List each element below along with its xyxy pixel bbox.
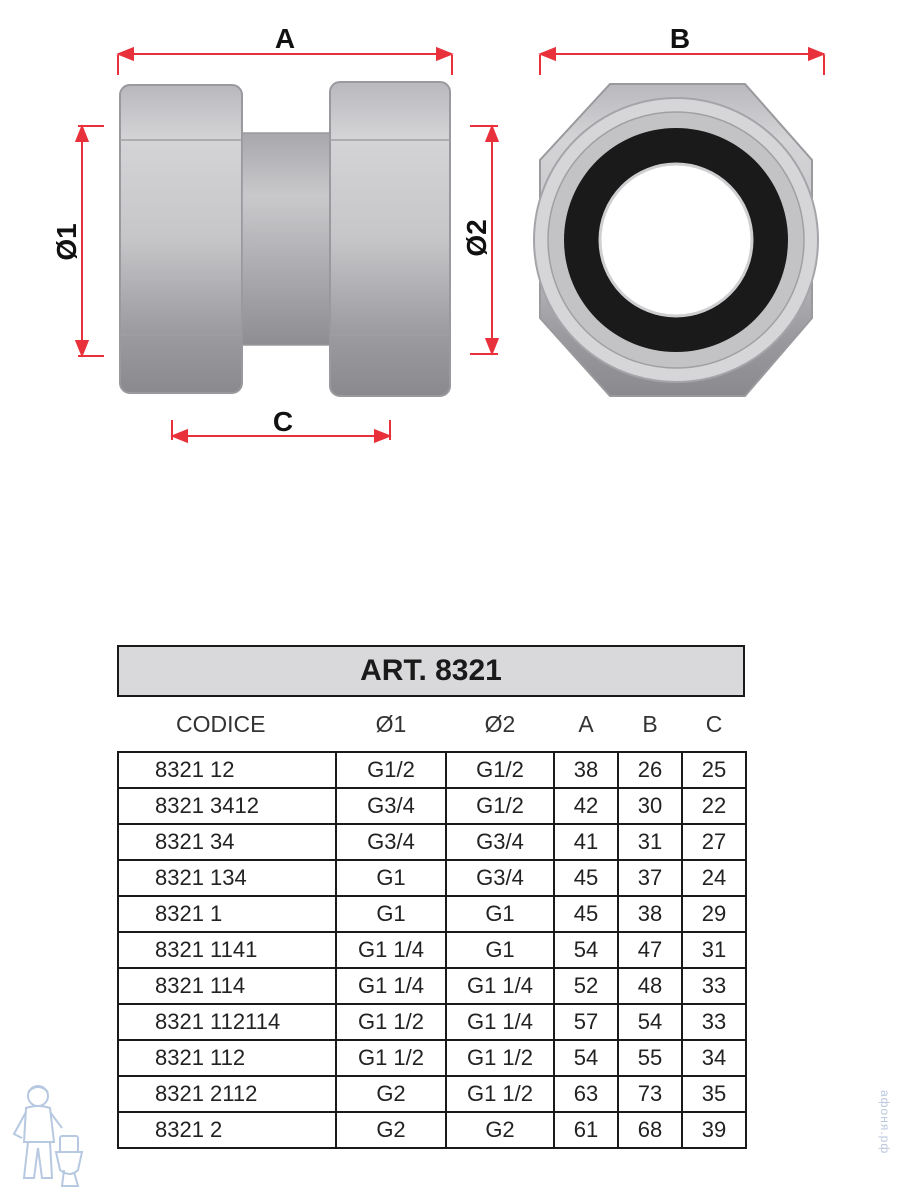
table-cell: G3/4: [446, 860, 554, 896]
fitting-front-view: [534, 84, 818, 396]
table-cell: 54: [554, 1040, 618, 1076]
table-cell: 25: [682, 752, 746, 788]
table-cell: 8321 112: [118, 1040, 336, 1076]
table-cell: 63: [554, 1076, 618, 1112]
table-cell: G1 1/2: [336, 1004, 446, 1040]
table-cell: 38: [554, 752, 618, 788]
table-row: [118, 1040, 746, 1076]
table-cell: G1 1/2: [336, 1040, 446, 1076]
fitting-side-view: [120, 82, 450, 396]
table-cell: G1 1/2: [446, 1040, 554, 1076]
table-cell: 8321 112114: [118, 1004, 336, 1040]
header-a: A: [578, 710, 594, 737]
table-row: [118, 860, 746, 896]
table-cell: G1: [336, 860, 446, 896]
table-cell: G1/2: [446, 752, 554, 788]
watermark: афоня.рф: [878, 1090, 892, 1155]
table-cell: 8321 114: [118, 968, 336, 1004]
table-cell: 61: [554, 1112, 618, 1148]
dimension-b: [540, 23, 824, 75]
table-cell: 42: [554, 788, 618, 824]
table-cell: 24: [682, 860, 746, 896]
dimension-d1-label: Ø1: [51, 223, 82, 261]
fitting-right-nut: [330, 82, 450, 396]
table-cell: G3/4: [336, 824, 446, 860]
table-cell: 45: [554, 860, 618, 896]
dimension-d2: [461, 126, 498, 354]
header-d2: Ø2: [484, 710, 516, 737]
table-cell: 54: [618, 1004, 682, 1040]
table-cell: G1 1/4: [446, 1004, 554, 1040]
table-cell: 29: [682, 896, 746, 932]
table-row: [118, 932, 746, 968]
dimensions-table: [117, 697, 747, 1149]
table-cell: 27: [682, 824, 746, 860]
table-row: [118, 1004, 746, 1040]
header-b: B: [642, 710, 658, 737]
table-cell: 33: [682, 1004, 746, 1040]
table-cell: 68: [618, 1112, 682, 1148]
table-cell: 31: [682, 932, 746, 968]
table-row: [118, 788, 746, 824]
table-cell: 8321 2112: [118, 1076, 336, 1112]
table-cell: G1/2: [446, 788, 554, 824]
table-cell: 22: [682, 788, 746, 824]
table-cell: G1 1/4: [446, 968, 554, 1004]
table-cell: 33: [682, 968, 746, 1004]
spec-table: [117, 645, 745, 1149]
table-cell: 48: [618, 968, 682, 1004]
table-cell: G2: [446, 1112, 554, 1148]
bore-opening: [600, 164, 752, 316]
table-cell: G1: [446, 896, 554, 932]
dimension-b-label: B: [669, 23, 691, 54]
technical-drawing: [0, 0, 900, 480]
dimension-d1: [51, 126, 104, 356]
table-row: [118, 1076, 746, 1112]
table-cell: 39: [682, 1112, 746, 1148]
dimension-c-label: C: [272, 406, 294, 437]
table-cell: 38: [618, 896, 682, 932]
dimension-d2-label: Ø2: [461, 219, 492, 257]
dimension-c: [172, 406, 390, 440]
header-c: C: [705, 710, 723, 737]
table-cell: 54: [554, 932, 618, 968]
table-cell: 55: [618, 1040, 682, 1076]
table-cell: 8321 1: [118, 896, 336, 932]
table-cell: G1: [336, 896, 446, 932]
table-row: [118, 968, 746, 1004]
table-row: [118, 896, 746, 932]
table-cell: 35: [682, 1076, 746, 1112]
table-cell: G1/2: [336, 752, 446, 788]
table-cell: 8321 34: [118, 824, 336, 860]
header-codice: CODICE: [176, 710, 266, 737]
table-cell: 8321 1141: [118, 932, 336, 968]
table-cell: 30: [618, 788, 682, 824]
fitting-left-nut: [120, 85, 242, 393]
table-cell: 45: [554, 896, 618, 932]
table-cell: 73: [618, 1076, 682, 1112]
table-header-row: [118, 697, 746, 752]
table-cell: 8321 12: [118, 752, 336, 788]
table-cell: 31: [618, 824, 682, 860]
table-cell: 47: [618, 932, 682, 968]
table-cell: 57: [554, 1004, 618, 1040]
table-cell: G3/4: [446, 824, 554, 860]
table-cell: 8321 2: [118, 1112, 336, 1148]
dimension-a: [118, 23, 452, 75]
table-row: [118, 824, 746, 860]
table-cell: 37: [618, 860, 682, 896]
table-cell: 8321 134: [118, 860, 336, 896]
table-cell: G3/4: [336, 788, 446, 824]
table-cell: 26: [618, 752, 682, 788]
header-d1: Ø1: [375, 710, 407, 737]
table-cell: G1: [446, 932, 554, 968]
table-row: [118, 1112, 746, 1148]
table-cell: 34: [682, 1040, 746, 1076]
fitting-body: [242, 133, 330, 345]
table-cell: G2: [336, 1076, 446, 1112]
table-cell: 52: [554, 968, 618, 1004]
table-cell: 8321 3412: [118, 788, 336, 824]
table-cell: G1 1/2: [446, 1076, 554, 1112]
table-cell: G1 1/4: [336, 968, 446, 1004]
plumber-mascot-icon: [8, 1082, 88, 1194]
table-cell: 41: [554, 824, 618, 860]
table-cell: G1 1/4: [336, 932, 446, 968]
table-row: [118, 752, 746, 788]
dimension-a-label: A: [274, 23, 296, 54]
table-cell: G2: [336, 1112, 446, 1148]
table-title: ART. 8321: [117, 645, 745, 697]
